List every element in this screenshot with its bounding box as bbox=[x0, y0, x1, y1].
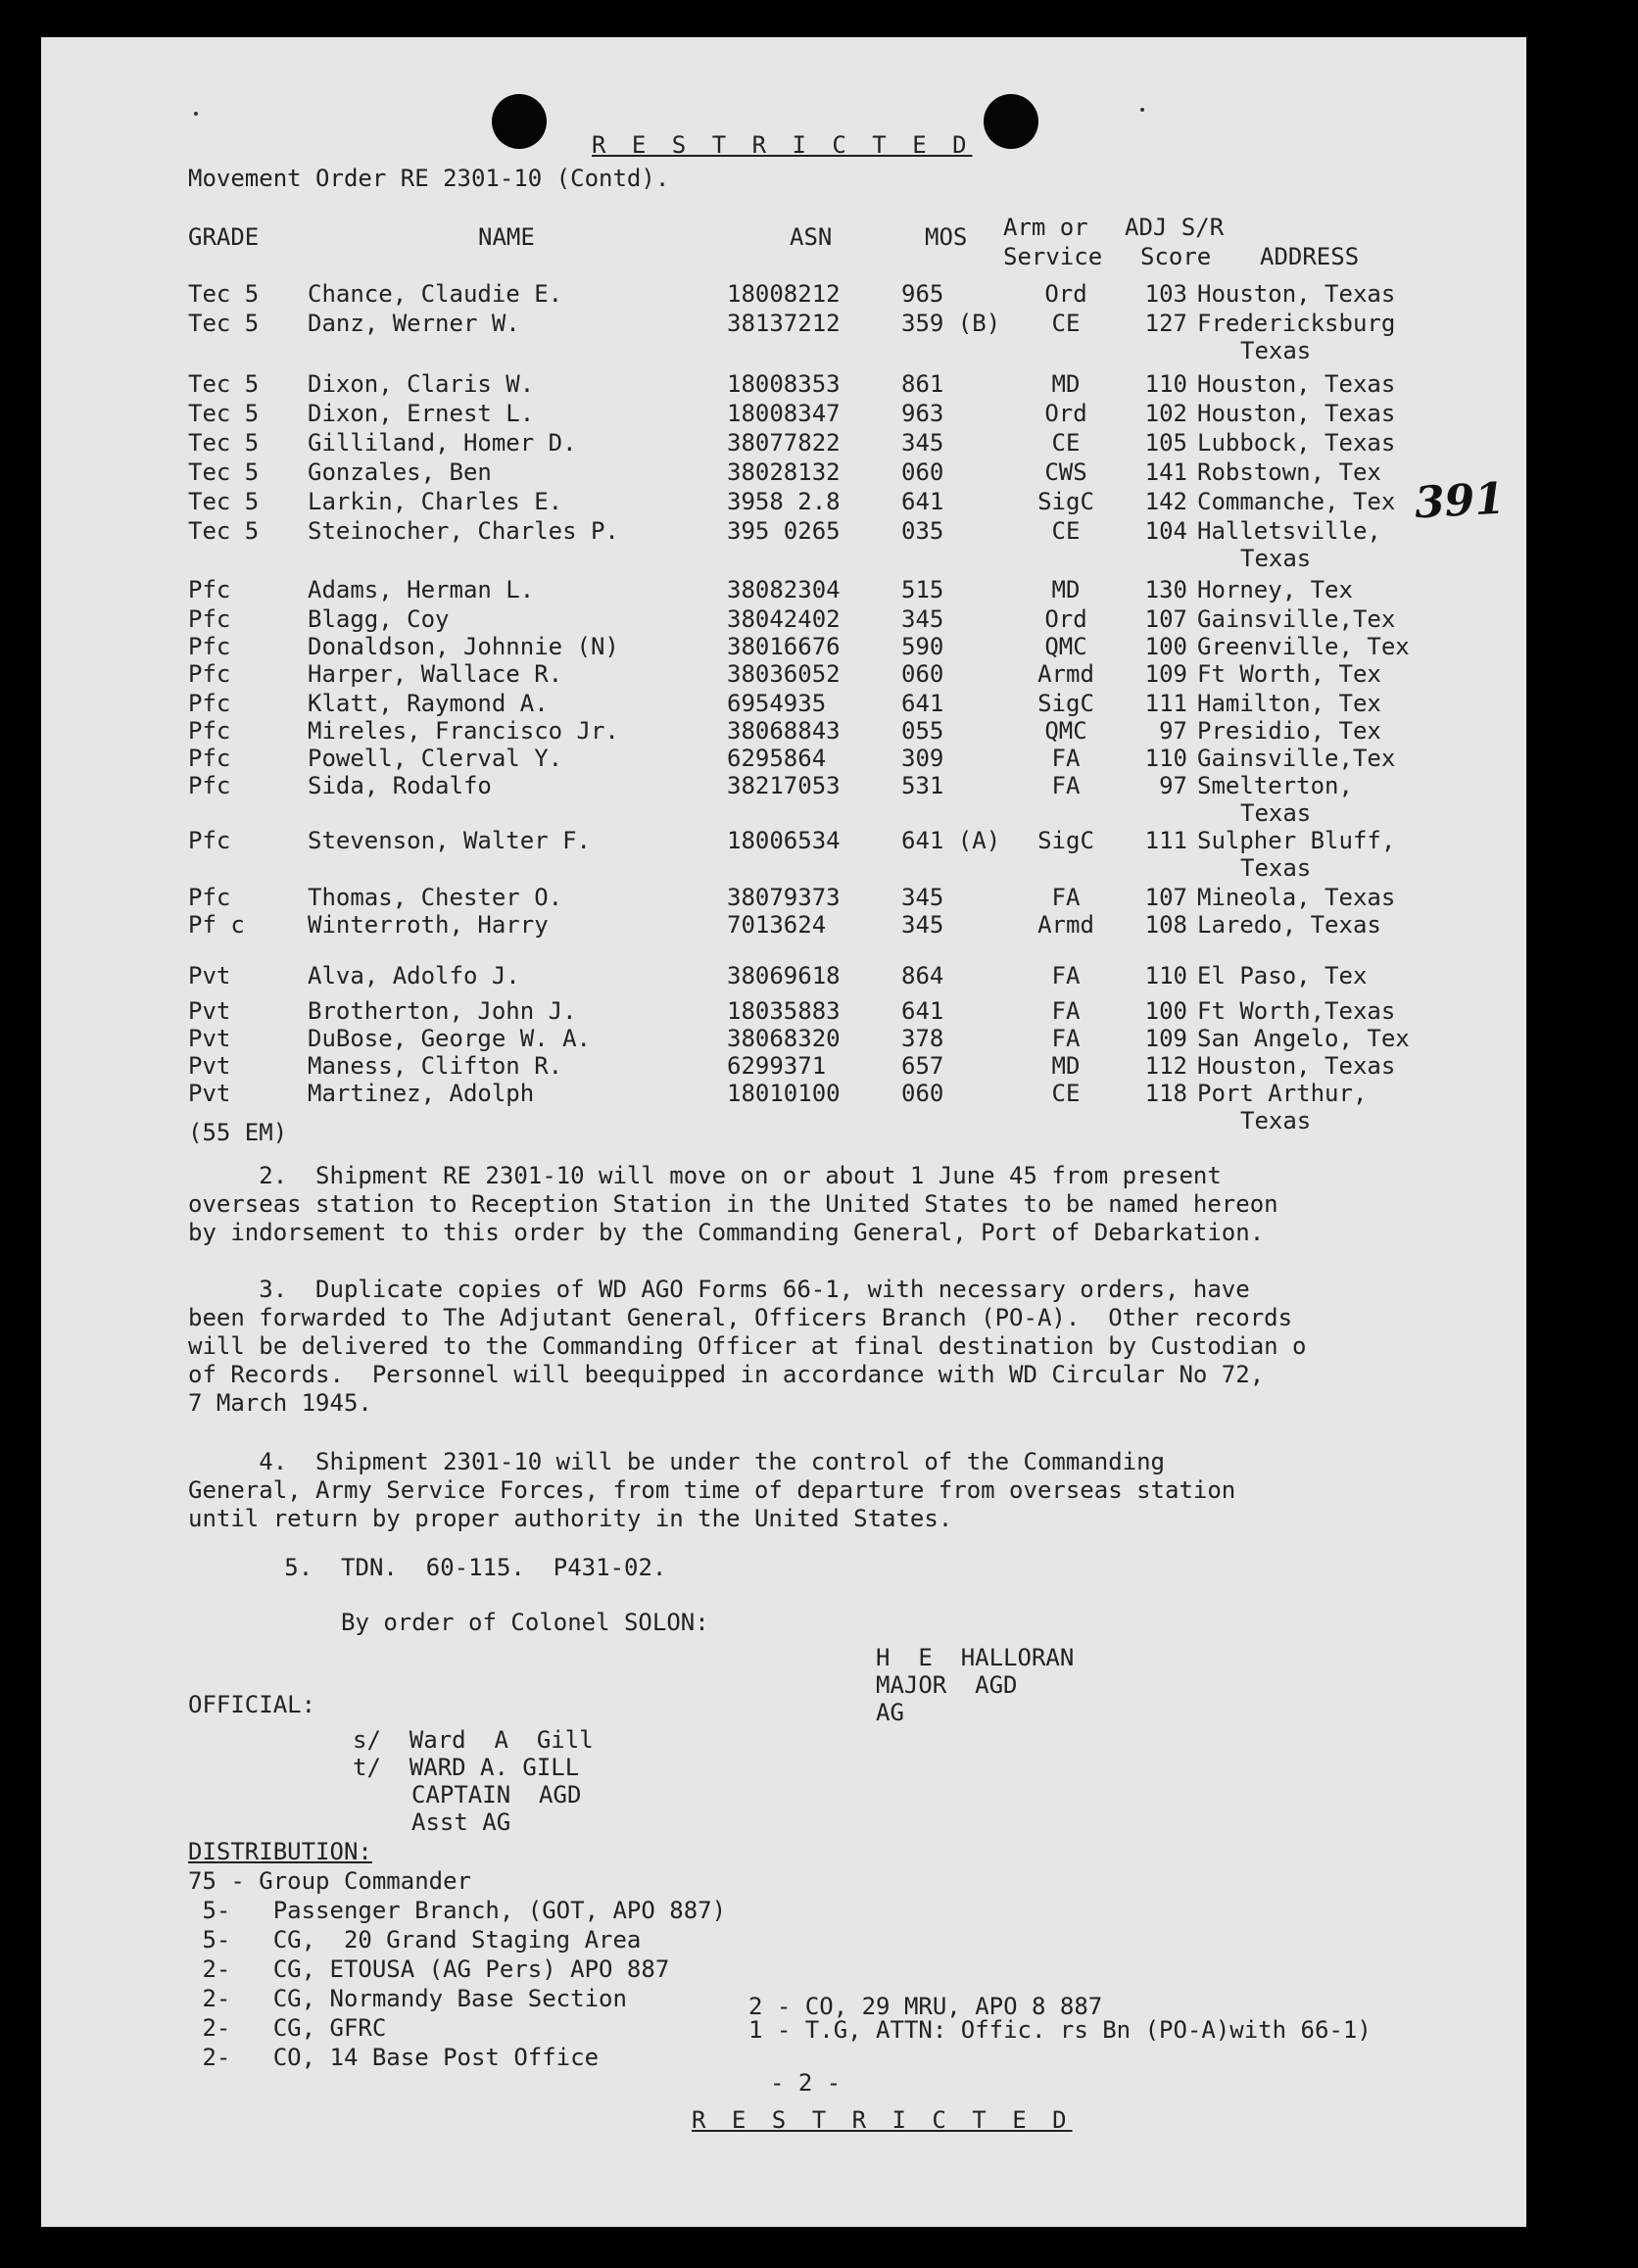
table-row bbox=[41, 576, 1526, 603]
table-row bbox=[41, 911, 1526, 939]
official-typed-name: t/ WARD A. GILL bbox=[353, 1754, 580, 1781]
cell-arm: FA bbox=[1051, 884, 1081, 911]
cell-asn: 38079373 bbox=[727, 884, 841, 911]
cell-grade: Pfc bbox=[188, 717, 231, 745]
cell-mos: 378 bbox=[901, 1025, 944, 1052]
cell-score: 104 bbox=[1144, 517, 1187, 545]
table-row bbox=[41, 745, 1526, 772]
cell-arm: CWS bbox=[1044, 458, 1087, 486]
cell-asn: 18008353 bbox=[727, 370, 841, 398]
cell-grade: Pfc bbox=[188, 745, 231, 772]
cell-arm: Ord bbox=[1044, 605, 1087, 633]
cell-mos: 590 bbox=[901, 633, 944, 660]
cell-score: 130 bbox=[1144, 576, 1187, 603]
cell-score: 110 bbox=[1144, 745, 1187, 772]
paragraph-5: 5. TDN. 60-115. P431-02. bbox=[214, 1554, 667, 1581]
cell-grade: Pfc bbox=[188, 827, 231, 854]
col-mos-header: MOS bbox=[925, 223, 968, 251]
cell-mos: 345 bbox=[901, 911, 944, 939]
cell-name: Mireles, Francisco Jr. bbox=[308, 717, 619, 745]
cell-name: Brotherton, John J. bbox=[308, 997, 577, 1025]
distribution-item: 5- Passenger Branch, (GOT, APO 887) bbox=[188, 1897, 727, 1924]
cell-address: Halletsville, bbox=[1197, 517, 1381, 545]
distribution-item: 2- CG, Normandy Base Section bbox=[188, 1985, 627, 2012]
cell-grade: Pvt bbox=[188, 1080, 231, 1107]
cell-score: 105 bbox=[1144, 429, 1187, 457]
cell-score: 102 bbox=[1144, 400, 1187, 427]
cell-name: Donaldson, Johnnie (N) bbox=[308, 633, 619, 660]
cell-address: Commanche, Tex bbox=[1197, 488, 1396, 515]
table-row bbox=[41, 717, 1526, 745]
speck bbox=[194, 112, 198, 116]
cell-asn: 6954935 bbox=[727, 690, 827, 717]
cell-address: Sulpher Bluff, bbox=[1197, 827, 1396, 854]
cell-asn: 7013624 bbox=[727, 911, 827, 939]
cell-address: Mineola, Texas bbox=[1197, 884, 1396, 911]
cell-score: 97 bbox=[1159, 717, 1187, 745]
cell-name: Gilliland, Homer D. bbox=[308, 429, 577, 457]
cell-arm: MD bbox=[1051, 1052, 1081, 1080]
signer-rank: MAJOR AGD bbox=[876, 1671, 1018, 1699]
cell-score: 109 bbox=[1144, 1025, 1187, 1052]
cell-grade: Pvt bbox=[188, 962, 231, 989]
cell-address2: Texas bbox=[1240, 854, 1312, 882]
cell-score: 108 bbox=[1144, 911, 1187, 939]
cell-score: 141 bbox=[1144, 458, 1187, 486]
paragraph-2: 2. Shipment RE 2301-10 will move on or about 1 June 45 from present overseas station to Reception Station in the United States to be named hereon by indorsement to this order by the Commanding General, Port of Debarkation. bbox=[188, 1162, 1278, 1246]
cell-address: El Paso, Tex bbox=[1197, 962, 1368, 989]
cell-arm: CE bbox=[1051, 517, 1081, 545]
cell-mos: 531 bbox=[901, 772, 944, 799]
table-row bbox=[41, 962, 1526, 989]
cell-grade: Pfc bbox=[188, 605, 231, 633]
cell-arm: MD bbox=[1051, 576, 1081, 603]
col-adj-header: ADJ S/R bbox=[1125, 214, 1225, 241]
cell-mos: 641 bbox=[901, 997, 944, 1025]
table-row bbox=[41, 690, 1526, 717]
cell-asn: 38082304 bbox=[727, 576, 841, 603]
cell-address: Smelterton, bbox=[1197, 772, 1353, 799]
distribution-item: 2- CO, 14 Base Post Office bbox=[188, 2044, 600, 2071]
cell-mos: 035 bbox=[901, 517, 944, 545]
table-row bbox=[41, 772, 1526, 827]
cell-arm: SigC bbox=[1037, 488, 1094, 515]
cell-arm: QMC bbox=[1044, 717, 1087, 745]
cell-score: 110 bbox=[1144, 370, 1187, 398]
cell-arm: FA bbox=[1051, 962, 1081, 989]
cell-asn: 38137212 bbox=[727, 310, 841, 337]
distribution-item: 2- CG, GFRC bbox=[188, 2014, 387, 2042]
cell-arm: FA bbox=[1051, 745, 1081, 772]
cell-address: Presidio, Tex bbox=[1197, 717, 1381, 745]
official-signature: s/ Ward A Gill bbox=[353, 1726, 594, 1754]
col-arm-header: Arm or bbox=[1003, 214, 1088, 241]
cell-mos: 963 bbox=[901, 400, 944, 427]
speck bbox=[1140, 108, 1144, 112]
cell-arm: CE bbox=[1051, 429, 1081, 457]
cell-name: Dixon, Ernest L. bbox=[308, 400, 535, 427]
cell-score: 142 bbox=[1144, 488, 1187, 515]
cell-mos: 641 bbox=[901, 488, 944, 515]
cell-address: Houston, Texas bbox=[1197, 400, 1396, 427]
cell-address: Gainsville,Tex bbox=[1197, 745, 1396, 772]
table-row bbox=[41, 660, 1526, 688]
cell-arm: Ord bbox=[1044, 400, 1087, 427]
cell-asn: 18008347 bbox=[727, 400, 841, 427]
cell-mos: 641 bbox=[901, 690, 944, 717]
cell-score: 110 bbox=[1144, 962, 1187, 989]
cell-address: Houston, Texas bbox=[1197, 280, 1396, 308]
cell-asn: 38217053 bbox=[727, 772, 841, 799]
cell-grade: Tec 5 bbox=[188, 458, 260, 486]
cell-mos: 055 bbox=[901, 717, 944, 745]
paragraph-4: 4. Shipment 2301-10 will be under the control of the Commanding General, Army Service Forces, from time of departure from overseas station until return by proper authority in the United States. bbox=[188, 1448, 1236, 1532]
cell-asn: 6299371 bbox=[727, 1052, 827, 1080]
cell-mos: 309 bbox=[901, 745, 944, 772]
cell-name: Danz, Werner W. bbox=[308, 310, 520, 337]
cell-name: Steinocher, Charles P. bbox=[308, 517, 619, 545]
cell-asn: 38068843 bbox=[727, 717, 841, 745]
cell-arm: SigC bbox=[1037, 827, 1094, 854]
cell-asn: 18008212 bbox=[727, 280, 841, 308]
table-row bbox=[41, 429, 1526, 457]
table-row bbox=[41, 458, 1526, 486]
table-row bbox=[41, 280, 1526, 308]
cell-asn: 38036052 bbox=[727, 660, 841, 688]
cell-asn: 38077822 bbox=[727, 429, 841, 457]
cell-address: Laredo, Texas bbox=[1197, 911, 1381, 939]
cell-grade: Pfc bbox=[188, 576, 231, 603]
cell-mos: 864 bbox=[901, 962, 944, 989]
col-name-header: NAME bbox=[478, 223, 535, 251]
cell-name: Maness, Clifton R. bbox=[308, 1052, 563, 1080]
cell-mos: 359 (B) bbox=[901, 310, 1001, 337]
cell-grade: Pvt bbox=[188, 997, 231, 1025]
cell-arm: FA bbox=[1051, 1025, 1081, 1052]
table-row bbox=[41, 1052, 1526, 1080]
cell-asn: 38042402 bbox=[727, 605, 841, 633]
cell-name: Gonzales, Ben bbox=[308, 458, 492, 486]
cell-address2: Texas bbox=[1240, 545, 1312, 572]
cell-grade: Tec 5 bbox=[188, 488, 260, 515]
distribution-title: DISTRIBUTION: bbox=[188, 1838, 372, 1865]
cell-grade: Pf c bbox=[188, 911, 245, 939]
cell-mos: 657 bbox=[901, 1052, 944, 1080]
cell-name: Winterroth, Harry bbox=[308, 911, 549, 939]
cell-asn: 38068320 bbox=[727, 1025, 841, 1052]
classification-header: R E S T R I C T E D bbox=[592, 131, 973, 159]
cell-grade: Tec 5 bbox=[188, 310, 260, 337]
cell-mos: 861 bbox=[901, 370, 944, 398]
cell-name: Klatt, Raymond A. bbox=[308, 690, 549, 717]
official-title: Asst AG bbox=[411, 1809, 511, 1836]
cell-arm: Armd bbox=[1037, 660, 1094, 688]
signer-name: H E HALLORAN bbox=[876, 1644, 1075, 1671]
cell-score: 109 bbox=[1144, 660, 1187, 688]
distribution-item: 1 - T.G, ATTN: Offic. rs Bn (PO-A)with 66-1) bbox=[748, 2016, 1372, 2044]
punch-hole-right bbox=[984, 94, 1038, 149]
cell-score: 127 bbox=[1144, 310, 1187, 337]
cell-grade: Tec 5 bbox=[188, 429, 260, 457]
cell-address: Fredericksburg bbox=[1197, 310, 1396, 337]
table-row bbox=[41, 884, 1526, 911]
cell-name: DuBose, George W. A. bbox=[308, 1025, 591, 1052]
cell-address: Houston, Texas bbox=[1197, 1052, 1396, 1080]
cell-grade: Pfc bbox=[188, 772, 231, 799]
order-reference: Movement Order RE 2301-10 (Contd). bbox=[188, 165, 670, 192]
cell-asn: 38069618 bbox=[727, 962, 841, 989]
by-order-line: By order of Colonel SOLON: bbox=[341, 1609, 709, 1636]
cell-grade: Tec 5 bbox=[188, 400, 260, 427]
cell-mos: 060 bbox=[901, 660, 944, 688]
cell-mos: 345 bbox=[901, 605, 944, 633]
table-row bbox=[41, 370, 1526, 398]
punch-hole-left bbox=[492, 94, 547, 149]
col-arm-header-2: Service bbox=[1003, 243, 1103, 270]
cell-name: Dixon, Claris W. bbox=[308, 370, 535, 398]
cell-mos: 345 bbox=[901, 429, 944, 457]
distribution-item: 2- CG, ETOUSA (AG Pers) APO 887 bbox=[188, 1955, 670, 1983]
cell-address: Port Arthur, bbox=[1197, 1080, 1368, 1107]
cell-name: Stevenson, Walter F. bbox=[308, 827, 591, 854]
cell-address: Horney, Tex bbox=[1197, 576, 1353, 603]
paragraph-3: 3. Duplicate copies of WD AGO Forms 66-1, with necessary orders, have been forwarded to The Adjutant General, Officers Branch (PO-A). Other records will be delivered to the Commanding Officer at final destination by Custodian o of Records. Personnel will beequipped in accordance with WD Circular No 72, 7 March 1945. bbox=[188, 1276, 1307, 1417]
cell-name: Adams, Herman L. bbox=[308, 576, 535, 603]
table-row bbox=[41, 997, 1526, 1025]
table-row bbox=[41, 310, 1526, 364]
cell-name: Powell, Clerval Y. bbox=[308, 745, 563, 772]
cell-mos: 060 bbox=[901, 458, 944, 486]
cell-mos: 965 bbox=[901, 280, 944, 308]
col-adj-header-2: Score bbox=[1140, 243, 1212, 270]
cell-address2: Texas bbox=[1240, 1107, 1312, 1134]
cell-grade: Pfc bbox=[188, 660, 231, 688]
cell-address: San Angelo, Tex bbox=[1197, 1025, 1410, 1052]
cell-address: Ft Worth, Tex bbox=[1197, 660, 1381, 688]
cell-arm: SigC bbox=[1037, 690, 1094, 717]
page-number: - 2 - bbox=[770, 2069, 842, 2097]
cell-name: Alva, Adolfo J. bbox=[308, 962, 520, 989]
cell-score: 111 bbox=[1144, 690, 1187, 717]
cell-asn: 38028132 bbox=[727, 458, 841, 486]
cell-arm: FA bbox=[1051, 997, 1081, 1025]
table-row bbox=[41, 517, 1526, 572]
cell-grade: Tec 5 bbox=[188, 280, 260, 308]
table-row bbox=[41, 827, 1526, 882]
cell-grade: Tec 5 bbox=[188, 517, 260, 545]
cell-asn: 18010100 bbox=[727, 1080, 841, 1107]
cell-score: 103 bbox=[1144, 280, 1187, 308]
cell-name: Harper, Wallace R. bbox=[308, 660, 563, 688]
cell-address: Hamilton, Tex bbox=[1197, 690, 1381, 717]
col-asn-header: ASN bbox=[790, 223, 833, 251]
cell-grade: Tec 5 bbox=[188, 370, 260, 398]
cell-mos: 345 bbox=[901, 884, 944, 911]
cell-asn: 395 0265 bbox=[727, 517, 841, 545]
cell-grade: Pfc bbox=[188, 633, 231, 660]
cell-arm: CE bbox=[1051, 310, 1081, 337]
cell-arm: CE bbox=[1051, 1080, 1081, 1107]
cell-asn: 6295864 bbox=[727, 745, 827, 772]
official-rank: CAPTAIN AGD bbox=[411, 1781, 582, 1809]
cell-address: Greenville, Tex bbox=[1197, 633, 1410, 660]
cell-arm: MD bbox=[1051, 370, 1081, 398]
signer-title: AG bbox=[876, 1699, 904, 1726]
cell-mos: 060 bbox=[901, 1080, 944, 1107]
col-grade-header: GRADE bbox=[188, 223, 260, 251]
cell-address2: Texas bbox=[1240, 337, 1312, 364]
table-row bbox=[41, 488, 1526, 515]
cell-grade: Pvt bbox=[188, 1025, 231, 1052]
cell-grade: Pfc bbox=[188, 884, 231, 911]
cell-grade: Pfc bbox=[188, 690, 231, 717]
cell-score: 97 bbox=[1159, 772, 1187, 799]
cell-name: Chance, Claudie E. bbox=[308, 280, 563, 308]
classification-footer: R E S T R I C T E D bbox=[692, 2106, 1073, 2134]
cell-score: 100 bbox=[1144, 997, 1187, 1025]
cell-grade: Pvt bbox=[188, 1052, 231, 1080]
cell-address: Ft Worth,Texas bbox=[1197, 997, 1396, 1025]
count-note: (55 EM) bbox=[188, 1119, 288, 1146]
official-label: OFFICIAL: bbox=[188, 1691, 316, 1718]
table-row bbox=[41, 633, 1526, 660]
cell-score: 100 bbox=[1144, 633, 1187, 660]
distribution-item: 2 - CO, 29 MRU, APO 8 887 bbox=[748, 1993, 1103, 2020]
cell-arm: QMC bbox=[1044, 633, 1087, 660]
cell-name: Martinez, Adolph bbox=[308, 1080, 535, 1107]
document-page bbox=[41, 37, 1526, 2227]
distribution-item: 75 - Group Commander bbox=[188, 1867, 471, 1895]
cell-score: 107 bbox=[1144, 884, 1187, 911]
table-row bbox=[41, 400, 1526, 427]
cell-asn: 18035883 bbox=[727, 997, 841, 1025]
page-stamp-number: 391 bbox=[1413, 473, 1507, 529]
cell-arm: Ord bbox=[1044, 280, 1087, 308]
cell-mos: 641 (A) bbox=[901, 827, 1001, 854]
table-row bbox=[41, 605, 1526, 633]
distribution-item: 5- CG, 20 Grand Staging Area bbox=[188, 1926, 642, 1954]
cell-name: Thomas, Chester O. bbox=[308, 884, 563, 911]
cell-arm: FA bbox=[1051, 772, 1081, 799]
cell-mos: 515 bbox=[901, 576, 944, 603]
col-address-header: ADDRESS bbox=[1260, 243, 1360, 270]
cell-score: 111 bbox=[1144, 827, 1187, 854]
cell-asn: 18006534 bbox=[727, 827, 841, 854]
cell-asn: 3958 2.8 bbox=[727, 488, 841, 515]
cell-address: Gainsville,Tex bbox=[1197, 605, 1396, 633]
cell-name: Larkin, Charles E. bbox=[308, 488, 563, 515]
cell-address: Robstown, Tex bbox=[1197, 458, 1381, 486]
cell-name: Blagg, Coy bbox=[308, 605, 450, 633]
cell-asn: 38016676 bbox=[727, 633, 841, 660]
cell-address: Houston, Texas bbox=[1197, 370, 1396, 398]
cell-name: Sida, Rodalfo bbox=[308, 772, 492, 799]
cell-score: 112 bbox=[1144, 1052, 1187, 1080]
cell-score: 118 bbox=[1144, 1080, 1187, 1107]
table-row bbox=[41, 1025, 1526, 1052]
cell-score: 107 bbox=[1144, 605, 1187, 633]
cell-address: Lubbock, Texas bbox=[1197, 429, 1396, 457]
cell-arm: Armd bbox=[1037, 911, 1094, 939]
cell-address2: Texas bbox=[1240, 799, 1312, 827]
